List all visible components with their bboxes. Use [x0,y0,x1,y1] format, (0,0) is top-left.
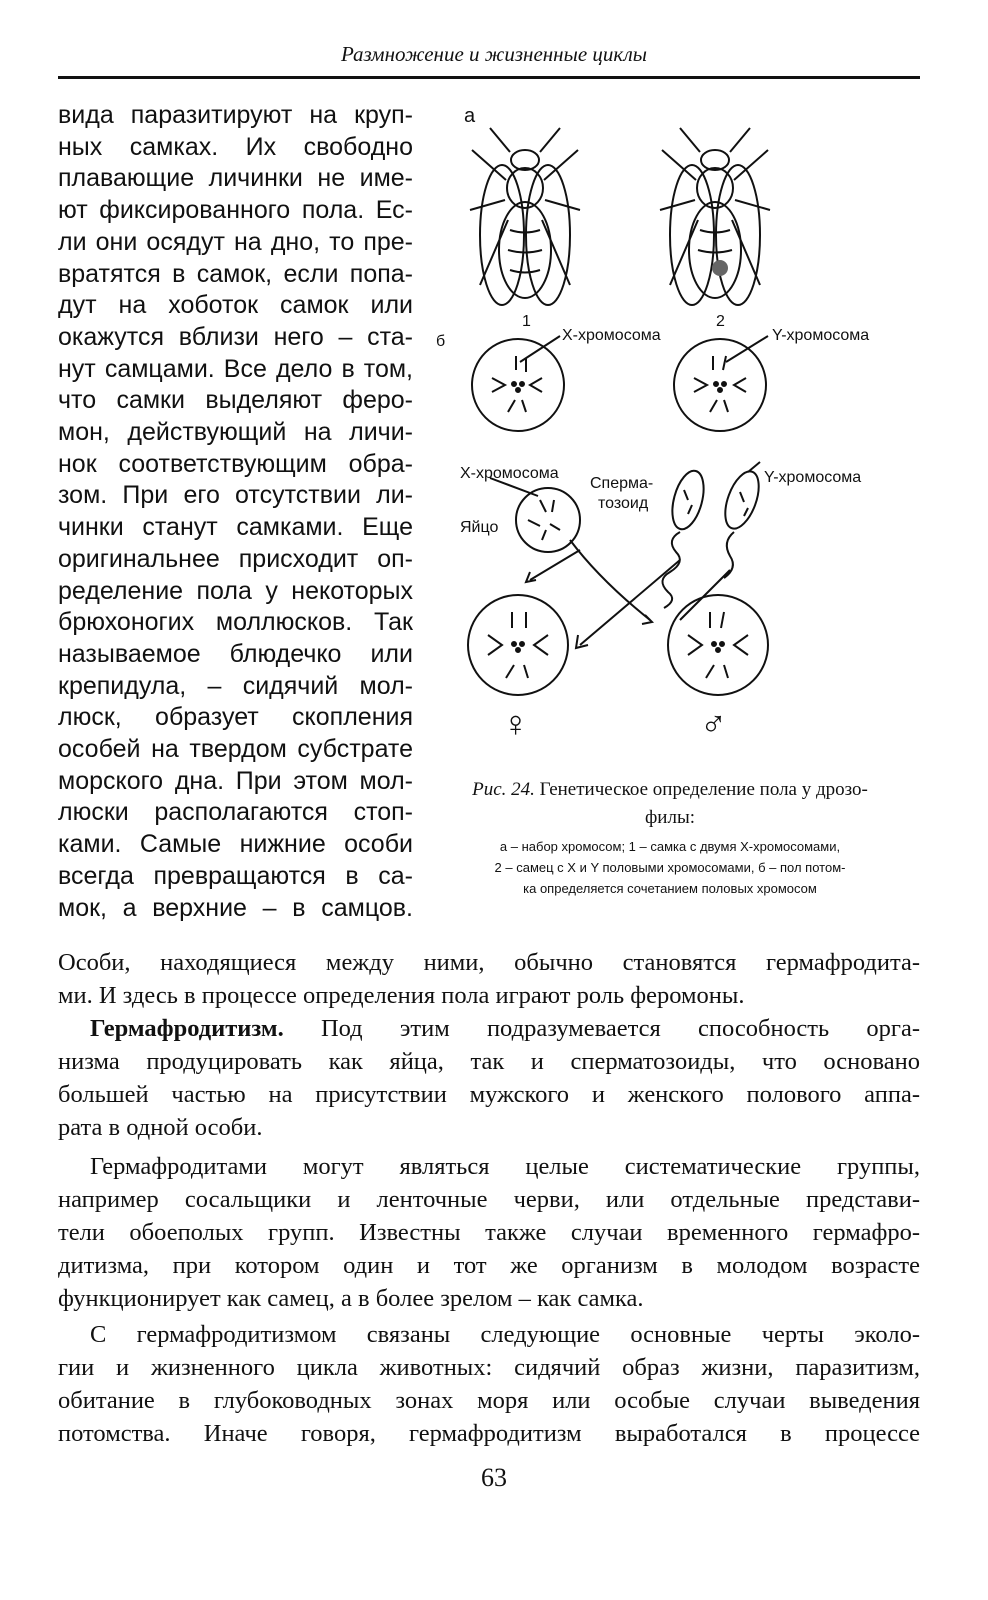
female-symbol: ♀ [502,703,529,744]
text-line: ми. И здесь в процессе определения пола играют роль феромоны. [58,982,745,1009]
text-line: гии и жизненного цикла животных: сидячий образ жизни, паразитизм, [58,1354,920,1381]
fly-female-drawing [470,128,580,305]
fly-male-drawing [660,128,770,305]
text-line: дитизма, при котором один и тот же организм в молодом возрасте [58,1252,920,1279]
text-line: нок соответствующим обра- [58,449,413,478]
text-line: обитание в глубоководных зонах моря или особые случаи выведения [58,1387,920,1414]
chromosome-set-1 [472,336,564,431]
label-y-chromosome-sperm: Y-хромосома [764,469,862,486]
text-line: окажутся вблизи него – ста- [58,322,413,351]
label-sperm-line1: Сперма- [590,475,654,492]
text-line: мон, действующий на личи- [58,418,413,447]
paragraph-2 [58,1012,920,1144]
figure-svg [430,100,910,760]
caption-number: Рис. 24. [472,779,535,800]
figure-24 [430,100,910,760]
text-line: брюхоногих моллюсков. Так [58,608,413,637]
caption-title-line1: Генетическое определение пола у дрозо- [539,779,868,800]
text-line: оригинальнее присходит оп- [58,544,413,573]
text-line: зом. При его отсутствии ли- [58,481,413,510]
label-fly-2: 2 [716,313,725,330]
label-sperm-line2: тозоид [598,495,649,512]
label-a: а [464,105,476,127]
figure-caption [425,776,915,899]
caption-legend [425,836,915,899]
text-line: функционирует как самец, а в более зрелом – как самка. [58,1285,644,1312]
text-line: С гермафродитизмом связаны следующие основные черты эколо- [90,1321,920,1348]
text-line: ределение пола у некоторых [58,576,413,605]
arrowhead [576,635,588,648]
label-b: б [436,333,446,350]
text-span: Под этим подразумевается способность орга- [283,1015,920,1042]
arrow-sperm-x [580,560,680,645]
caption-title [425,776,915,832]
running-header: Размножение и жизненные циклы [340,42,648,66]
caption-legend-line: 2 – самец с Х и Y половыми хромосомами, б – пол потом- [494,860,846,875]
text-line: мок, а верхние – в самцов. [58,893,413,922]
text-line: чинки станут самками. Еще [58,513,413,542]
text-line: вида паразитируют на круп- [58,101,413,129]
sperm-x [662,467,709,608]
arrow-egg-left [530,550,580,580]
text-line: рата в одной особи. [58,1114,263,1141]
label-y-chromosome-top: Y-хромосома [772,327,870,344]
label-x-chromosome-egg: Х-хромосома [460,465,559,482]
text-line: тели обоеполых групп. Известны также случаи временного гермафро- [58,1219,920,1246]
paragraph-1 [58,946,920,1012]
page-number: 63 [481,1463,507,1492]
paragraph-3 [58,1150,920,1315]
offspring-female [468,595,568,695]
label-fly-1: 1 [522,313,531,330]
text-line: люск, образует скопления [58,703,413,732]
label-x-chromosome-top: Х-хромосома [562,327,661,344]
text-line: ных самках. Их свободно [58,132,413,161]
text-line: ли они осядут на дно, то пре- [58,227,413,256]
caption-legend-line: а – набор хромосом; 1 – самка с двумя Х-хромосомами, [499,839,841,854]
text-line: люски располагаются стоп- [58,798,413,827]
text-line: Гермафродитами могут являться целые систематические группы, [90,1153,920,1180]
text-line: например сосальщики и ленточные черви, или отдельные представи- [58,1186,920,1213]
egg-cell [490,478,580,552]
label-egg: Яйцо [460,519,499,536]
text-line: что самки выделяют феро- [58,386,413,415]
text-line: ками. Самые нижние особи [58,830,413,859]
caption-title-line2: филы: [644,807,695,828]
arrow-egg-right [570,540,650,620]
text-line: нут самцами. Все дело в том, [58,354,413,383]
text-line: особей на твердом субстрате [58,735,413,764]
offspring-male [668,595,768,695]
text-line: низма продуцировать как яйца, так и сперматозоиды, что основано [58,1048,920,1075]
header-rule [58,76,920,79]
male-symbol: ♂ [700,703,727,744]
caption-legend-line: ка определяется сочетанием половых хромосом [523,881,817,896]
text-line: морского дна. При этом мол- [58,766,413,795]
text-line: дут на хоботок самок или [58,291,413,320]
sperm-y [719,462,766,578]
paragraph-4 [58,1318,920,1450]
text-line: Особи, находящиеся между ними, обычно становятся гермафродита- [58,949,920,976]
term-hermaphroditism: Гермафродитизм. [90,1015,284,1042]
text-line: большей частью на присутствии мужского и женского полового аппа- [58,1081,920,1108]
chromosome-set-2 [674,336,768,431]
text-line: называемое блюдечко или [58,639,413,668]
text-line: ют фиксированного пола. Ес- [58,196,413,225]
text-line: потомства. Иначе говоря, гермафродитизм выработался в процессе [58,1420,920,1447]
text-line [58,1012,920,1045]
text-line: всегда превращаются в са- [58,861,413,890]
arrowhead [642,615,652,624]
text-line: крепидула, – сидячий мол- [58,671,413,700]
text-line: плавающие личинки не име- [58,164,413,193]
text-line: вратятся в самок, если попа- [58,259,413,288]
left-column-text [58,100,413,924]
